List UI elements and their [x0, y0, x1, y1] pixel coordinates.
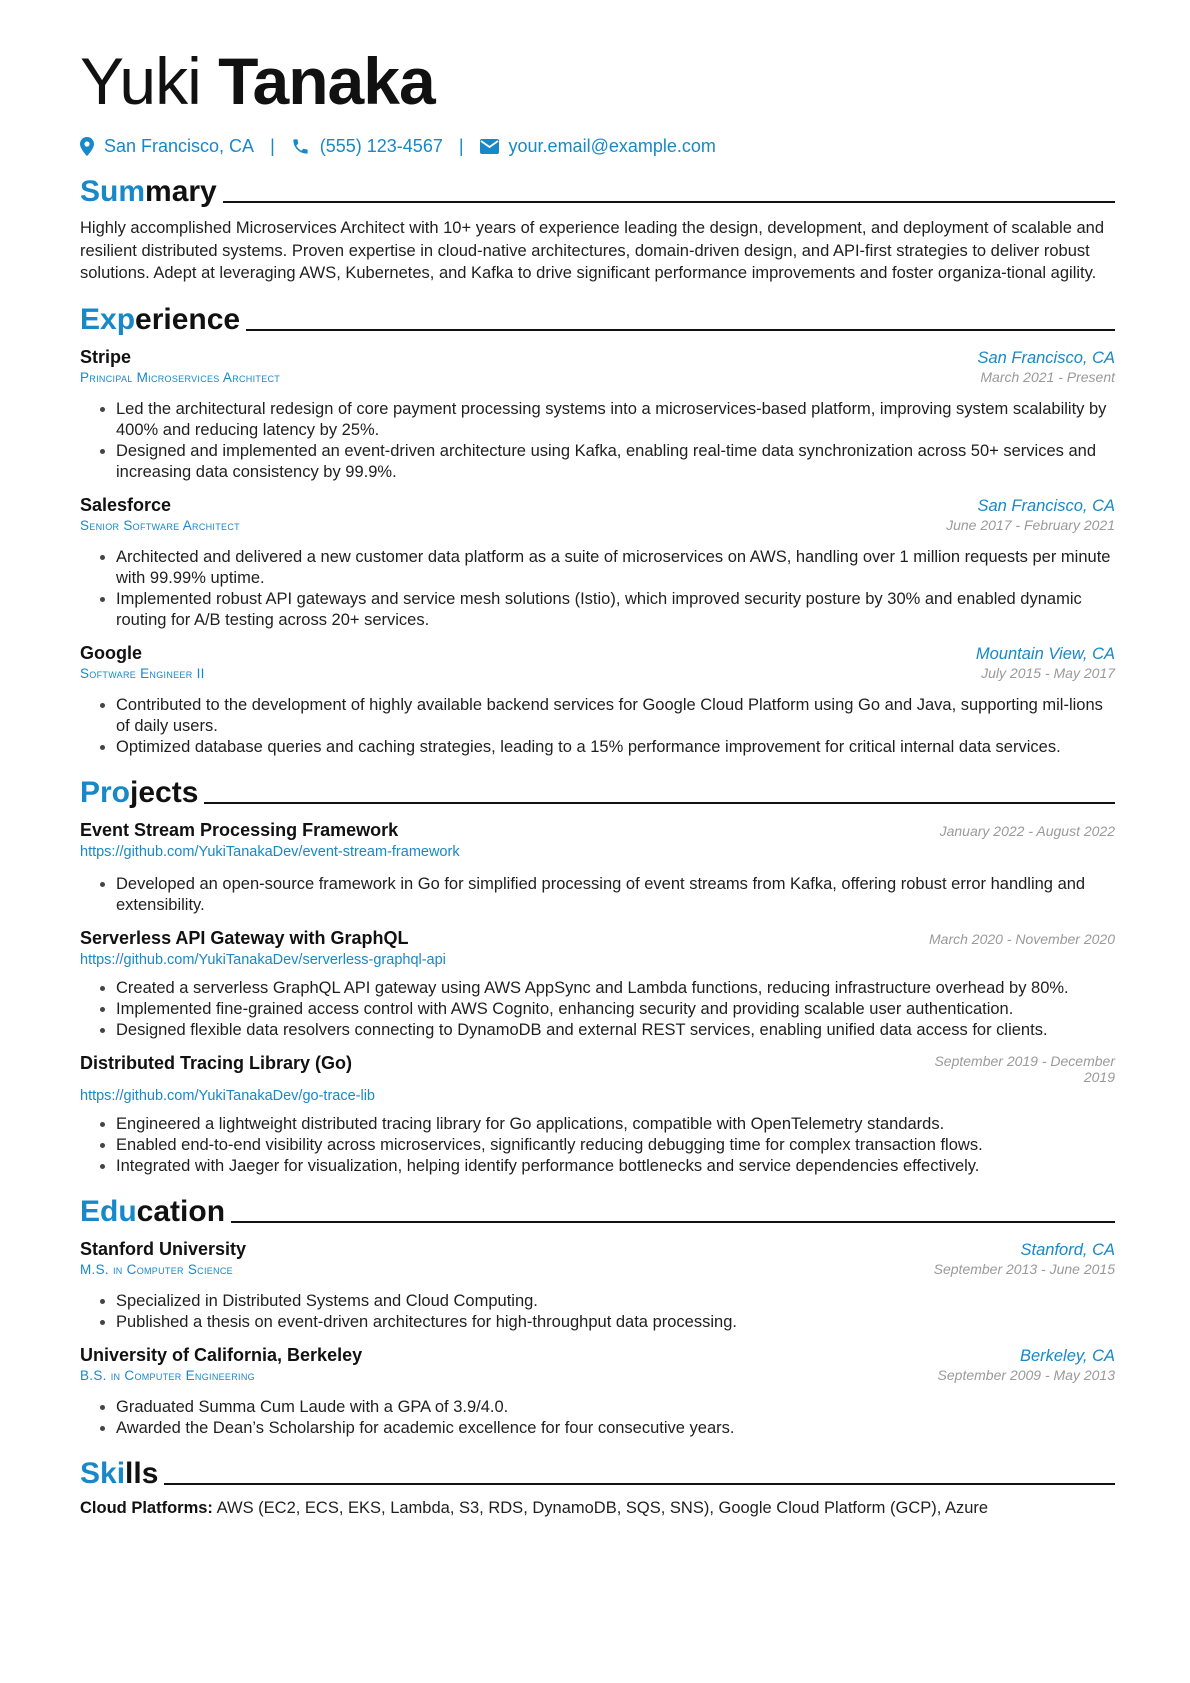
education-dates: September 2009 - May 2013 [937, 1366, 1115, 1383]
location-item [80, 136, 254, 157]
summary-text: Highly accomplished Microservices Architect with 10+ years of experience leading the design, development, and deployment of scalable and resilient distributed systems. Proven expertise in cloud-native architectures, domain-driven design, and API-first strategies to deliver robust solutions. Adept at leveraging AWS, Kubernetes, and Kafka to drive significant performance improvements and foster organiza-tional agility. [80, 219, 1105, 282]
section-title: Projects [80, 775, 199, 809]
project-link[interactable]: https://github.com/YukiTanakaDev/serverless-graphql-api [80, 951, 446, 968]
project-entry [80, 928, 1115, 1041]
last-name: Tanaka [218, 44, 435, 118]
skill-row [80, 1499, 1115, 1518]
bullet-item: • Implemented robust API gateways and service mesh solutions (Istio), which improved security posture by 30% and enabled dynamic routing for A/B testing across 20+ services. [116, 589, 1115, 631]
skill-label: Cloud Platforms: [80, 1498, 213, 1517]
job-location: Mountain View, CA [975, 644, 1115, 663]
section-rule [231, 1221, 1115, 1223]
skills-heading [80, 1457, 1115, 1491]
location-text: San Francisco, CA [104, 136, 255, 156]
school-location: Stanford, CA [1020, 1240, 1115, 1259]
project-name: Event Stream Processing Framework [80, 819, 399, 840]
email-item[interactable] [480, 136, 716, 157]
education-entry [80, 1239, 1115, 1333]
bullet-item: • Led the architectural redesign of core payment processing systems into a microservices-based platform, improving system scalability by 400% and reducing latency by 25%. [116, 399, 1115, 441]
experience-entry [80, 347, 1115, 483]
bullet-list [80, 1397, 1115, 1439]
bullet-list [80, 399, 1115, 483]
project-dates: September 2019 - December 2019 [934, 1052, 1115, 1085]
email-link: your.email@example.com [508, 136, 716, 156]
phone-icon [291, 137, 310, 156]
bullet-list [80, 547, 1115, 631]
section-rule [204, 802, 1115, 804]
experience-entry [80, 643, 1115, 758]
project-name: Serverless API Gateway with GraphQL [80, 927, 409, 948]
school-name: University of California, Berkeley [80, 1344, 363, 1365]
section-rule [164, 1483, 1115, 1485]
bullet-item: • Specialized in Distributed Systems and Cloud Computing. [116, 1291, 1115, 1312]
map-pin-icon [80, 137, 94, 156]
phone-text: (555) 123-4567 [319, 136, 443, 156]
section-title: Skills [80, 1456, 159, 1490]
summary-heading [80, 175, 1115, 209]
company-name: Stripe [80, 346, 132, 367]
bullet-item: • Created a serverless GraphQL API gateway using AWS AppSync and Lambda functions, reducing infrastructure overhead by 80%. [116, 978, 1115, 999]
company-name: Salesforce [80, 494, 172, 515]
bullet-item: • Designed and implemented an event-driven architecture using Kafka, enabling real-time data synchronization across 50+ services and increasing data consistency by 99.9%. [116, 441, 1115, 483]
bullet-item: • Graduated Summa Cum Laude with a GPA of 3.9/4.0. [116, 1397, 1115, 1418]
job-title: Software Engineer II [80, 665, 205, 681]
section-title: Experience [80, 302, 241, 336]
skill-value: AWS (EC2, ECS, EKS, Lambda, S3, RDS, DynamoDB, SQS, SNS), Google Cloud Platform (GCP), Azure [216, 1498, 989, 1517]
contact-bar [80, 136, 1115, 157]
bullet-item: • Published a thesis on event-driven architectures for high-throughput data processing. [116, 1312, 1115, 1333]
bullet-item: • Architected and delivered a new customer data platform as a suite of microservices on AWS, handling over 1 million requests per minute with 99.99% uptime. [116, 547, 1115, 589]
job-location: San Francisco, CA [977, 496, 1115, 515]
contact-separator: | [270, 136, 275, 156]
contact-separator: | [458, 136, 464, 156]
candidate-name [80, 40, 1115, 122]
job-title: Senior Software Architect [80, 517, 240, 533]
project-entry [80, 1053, 1115, 1177]
job-dates: March 2021 - Present [980, 368, 1115, 385]
bullet-list [80, 978, 1115, 1041]
school-location: Berkeley, CA [1019, 1346, 1115, 1365]
bullet-item: • Optimized database queries and caching strategies, leading to a 15% performance improvement for critical internal data services. [116, 737, 1115, 758]
education-heading [80, 1195, 1115, 1229]
bullet-item: • Implemented fine-grained access control with AWS Cognito, enhancing security and providing scalable user authentication. [116, 999, 1115, 1020]
bullet-item: • Enabled end-to-end visibility across microservices, significantly reducing debugging time for complex transaction flows. [116, 1135, 1115, 1156]
job-dates: July 2015 - May 2017 [981, 664, 1115, 681]
school-name: Stanford University [80, 1238, 247, 1259]
job-dates: June 2017 - February 2021 [946, 516, 1115, 533]
section-rule [246, 329, 1115, 331]
bullet-list [80, 1114, 1115, 1177]
section-title: Summary [80, 175, 217, 208]
bullet-item: • Engineered a lightweight distributed tracing library for Go applications, compatible with OpenTelemetry standards. [116, 1114, 1115, 1135]
bullet-item: • Contributed to the development of highly available backend services for Google Cloud Platform using Go and Java, supporting mil-lions of daily users. [116, 695, 1115, 737]
bullet-item: • Developed an open-source framework in Go for simplified processing of event streams from Kafka, offering robust error handling and extensibility. [116, 874, 1115, 916]
education-dates: September 2013 - June 2015 [933, 1260, 1115, 1277]
bullet-list [80, 874, 1115, 916]
project-link[interactable]: https://github.com/YukiTanakaDev/go-trace-lib [80, 1087, 375, 1104]
project-dates: March 2020 - November 2020 [929, 930, 1115, 947]
project-entry [80, 820, 1115, 916]
bullet-item: • Awarded the Dean’s Scholarship for academic excellence for four consecutive years. [116, 1418, 1115, 1439]
experience-entry [80, 495, 1115, 631]
section-rule [223, 201, 1115, 203]
job-title: Principal Microservices Architect [80, 369, 281, 385]
bullet-list [80, 1291, 1115, 1333]
project-dates: January 2022 - August 2022 [939, 822, 1115, 839]
bullet-list [80, 695, 1115, 758]
projects-heading [80, 776, 1115, 810]
project-link[interactable]: https://github.com/YukiTanakaDev/event-stream-framework [80, 843, 460, 860]
bullet-item: • Integrated with Jaeger for visualization, helping identify performance bottlenecks and service dependencies effectively. [116, 1156, 1115, 1177]
bullet-item: • Designed flexible data resolvers connecting to DynamoDB and external REST services, enabling unified data access for clients. [116, 1020, 1115, 1041]
section-title: Education [80, 1194, 226, 1228]
education-entry [80, 1345, 1115, 1439]
first-name: Yuki [80, 44, 201, 118]
experience-heading [80, 303, 1115, 337]
project-name: Distributed Tracing Library (Go) [80, 1052, 353, 1073]
phone-item[interactable] [291, 136, 443, 157]
job-location: San Francisco, CA [977, 348, 1115, 367]
degree: M.S. in Computer Science [80, 1261, 233, 1277]
degree: B.S. in Computer Engineering [80, 1367, 255, 1383]
company-name: Google [80, 642, 142, 663]
envelope-icon [480, 139, 499, 154]
